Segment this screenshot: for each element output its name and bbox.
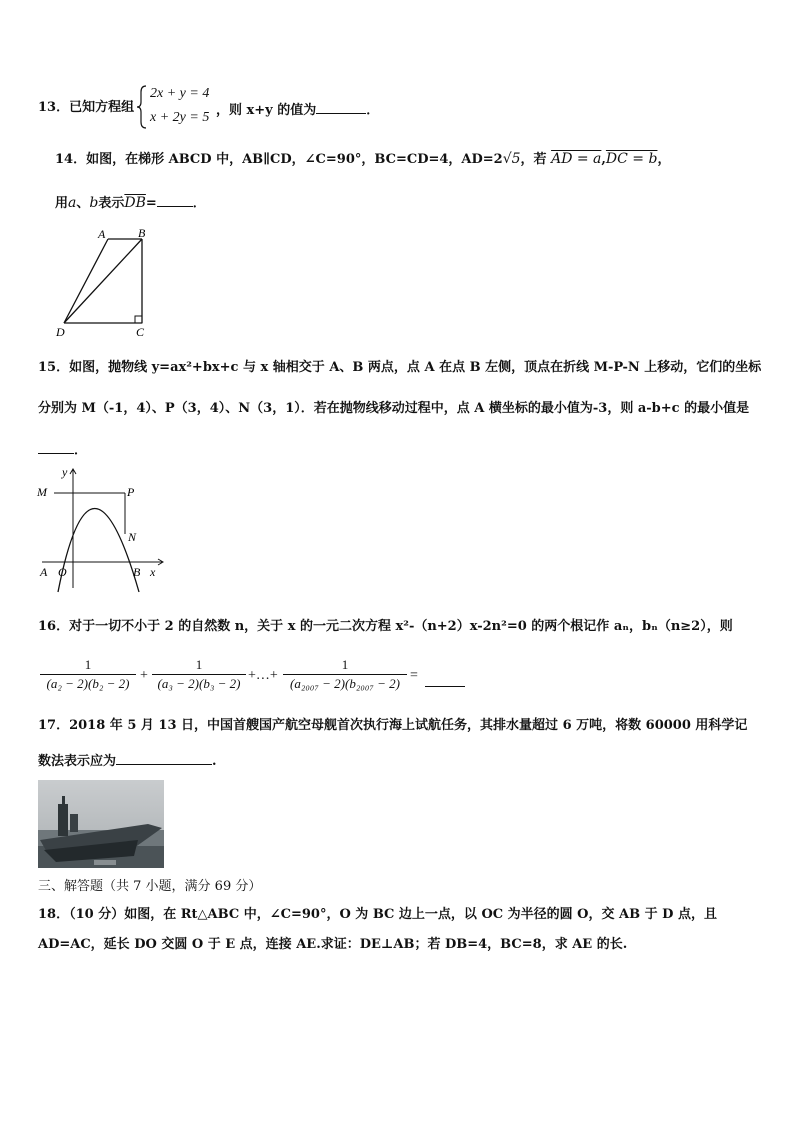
fraction-numerator: 1 bbox=[341, 657, 349, 672]
label-x: x bbox=[150, 565, 156, 579]
q15-answer-blank bbox=[38, 440, 74, 454]
q13-eq2: x + 2y = 5 bbox=[150, 110, 210, 125]
label-p: P bbox=[127, 485, 135, 499]
q16-fraction-3 bbox=[283, 656, 407, 693]
q16-dots: +…+ bbox=[248, 668, 278, 683]
q16-fraction-1 bbox=[40, 656, 136, 693]
q14-line1-b: ，若 bbox=[520, 152, 547, 167]
q14-equals: = bbox=[145, 196, 157, 211]
q14-end: ． bbox=[192, 196, 206, 211]
q14-trapezoid-figure bbox=[52, 226, 156, 342]
q15-line1: 15．如图，抛物线 y=ax²+bx+c 与 x 轴相交于 A、B 两点，点 A 在点 B 左侧，顶点在折线 M-P-N 上移动，它们的坐标 bbox=[38, 360, 762, 375]
q15-line3 bbox=[38, 440, 87, 459]
segment-db bbox=[64, 239, 142, 323]
q14-line1: 14．如图，在梯形 ABCD 中，AB∥CD，∠C=90°，BC=CD=4，AD=2√5，若 AD = a,DC = b， bbox=[55, 151, 671, 167]
q14-vec-dc: DC = b bbox=[605, 151, 658, 167]
fraction-denominator: (a₂₀₀₇ − 2)(b₂₀₀₇ − 2) bbox=[289, 676, 401, 691]
q14-line2-a: 用 bbox=[55, 196, 69, 211]
fraction-denominator: (a₂ − 2)(b₂ − 2) bbox=[46, 676, 130, 691]
q15-parabola-figure bbox=[36, 464, 166, 594]
q13-prefix: 13．已知方程组 bbox=[38, 100, 135, 115]
q14-b: b bbox=[89, 195, 99, 211]
q14-line2-b: 表示 bbox=[98, 196, 125, 211]
q16-fraction-2 bbox=[152, 656, 246, 693]
q17-answer-blank bbox=[116, 751, 212, 765]
q14-line1-a: 14．如图，在梯形 ABCD 中，AB∥CD，∠C=90°，BC=CD=4，AD=2 bbox=[55, 152, 503, 167]
q18-line2: AD=AC，延长 DO 交圆 O 于 E 点，连接 AE.求证：DE⊥AB；若 DB=4，BC=8，求 AE 的长. bbox=[38, 937, 628, 952]
label-m: M bbox=[37, 485, 47, 499]
q13-tail bbox=[216, 100, 379, 119]
q14-vec-db: $\overline{DB}$ bbox=[124, 195, 146, 211]
q17-end: . bbox=[212, 754, 217, 769]
q13-answer-blank bbox=[316, 100, 366, 114]
q13-suffix: ，则 x+y 的值为 bbox=[216, 103, 317, 118]
right-angle-mark bbox=[135, 316, 142, 323]
label-c: C bbox=[136, 325, 145, 339]
q14-line2 bbox=[55, 193, 206, 212]
q18-line1: 18．（10 分）如图，在 Rt△ABC 中，∠C=90°，O 为 BC 边上一点，以 OC 为半径的圆 O，交 AB 于 D 点，且 bbox=[38, 907, 717, 922]
label-a: A bbox=[40, 565, 48, 579]
q14-sqrt: √5 bbox=[502, 151, 521, 167]
q13-end: ． bbox=[366, 103, 380, 118]
q16-plus: + bbox=[140, 668, 148, 683]
q15-line2: 分别为 M（-1，4）、P（3，4）、N（3，1）．若在抛物线移动过程中，点 A 横坐标的最小值为-3，则 a-b+c 的最小值是 bbox=[38, 401, 750, 416]
q14-sep: 、 bbox=[76, 196, 90, 211]
fraction-numerator: 1 bbox=[195, 657, 203, 672]
label-d: D bbox=[56, 325, 65, 339]
fraction-denominator: (a₃ − 2)(b₃ − 2) bbox=[157, 676, 241, 691]
label-o: O bbox=[58, 565, 67, 579]
label-b: B bbox=[138, 226, 146, 240]
fraction-numerator: 1 bbox=[84, 657, 92, 672]
q17-line1: 17．2018 年 5 月 13 日，中国首艘国产航空母舰首次执行海上试航任务，其排水量超过 6 万吨，将数 60000 用科学记 bbox=[38, 718, 748, 733]
q13-line bbox=[38, 100, 134, 116]
segment-ad bbox=[64, 239, 108, 323]
left-brace-icon bbox=[136, 84, 148, 130]
section-3-title: 三、解答题（共 7 小题，满分 69 分） bbox=[38, 879, 262, 894]
q13-eq1: 2x + y = 4 bbox=[150, 86, 210, 101]
q15-end: ． bbox=[74, 443, 88, 458]
label-y: y bbox=[62, 465, 68, 479]
q14-a: a bbox=[68, 195, 77, 211]
q16-answer-blank bbox=[425, 686, 465, 687]
q16-line1: 16．对于一切不小于 2 的自然数 n，关于 x 的一元二次方程 x²-（n+2）x-2n²=0 的两个根记作 aₙ，bₙ（n≥2），则 bbox=[38, 619, 733, 634]
label-n: N bbox=[128, 530, 137, 544]
q14-answer-blank bbox=[157, 193, 193, 207]
label-a: A bbox=[98, 227, 106, 241]
q14-line1-end: ， bbox=[657, 152, 671, 167]
aircraft-carrier-photo bbox=[38, 780, 164, 868]
parabola-curve bbox=[58, 509, 139, 593]
q17-line2-text: 数法表示应为 bbox=[38, 754, 117, 769]
label-b: B bbox=[133, 565, 141, 579]
q14-vec-ad: AD = a bbox=[551, 151, 602, 167]
q17-line2 bbox=[38, 751, 217, 770]
q16-equals: = bbox=[410, 668, 418, 683]
